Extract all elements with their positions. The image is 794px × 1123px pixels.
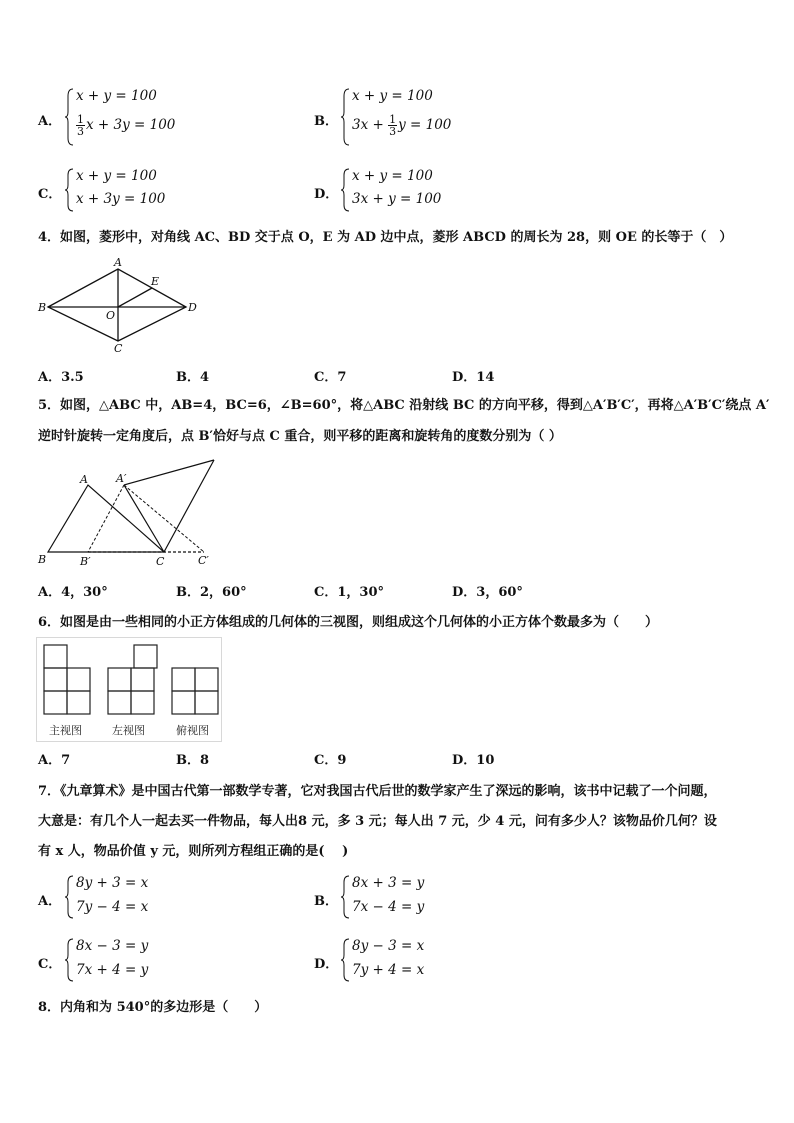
q4-label-b: B — [38, 301, 47, 314]
q3-c-eq1: x + y = 100 — [76, 168, 157, 184]
q7-option-b-label: B． — [314, 894, 338, 909]
q3-b-eq2: 3x + $\frac{1}{3}$ y = 100 — [352, 113, 452, 138]
q7-option-c-system — [64, 938, 174, 982]
q5-label-b: B — [38, 553, 47, 566]
q3-option-b-system — [340, 88, 460, 146]
q4-label-d: D — [188, 301, 197, 314]
q3-d-eq1: x + y = 100 — [352, 168, 433, 184]
q4-option-c: C．7 — [314, 370, 347, 385]
q7-option-d-label: D． — [314, 957, 339, 972]
q6-top-view — [172, 668, 218, 714]
q7-a-eq2: 7y − 4 = x — [76, 899, 149, 915]
q3-option-a-label: A． — [38, 114, 62, 129]
q7-c-eq1: 8x − 3 = y — [76, 938, 149, 954]
q7-a-eq1: 8y + 3 = x — [76, 875, 149, 891]
q7-d-eq1: 8y − 3 = x — [352, 938, 425, 954]
q5-label-a: A — [80, 473, 88, 486]
q6-top-view-label: 俯视图 — [176, 724, 209, 737]
q6-option-a: A．7 — [38, 753, 71, 768]
q3-option-b-label: B． — [314, 114, 338, 129]
q4-option-a: A．3.5 — [38, 370, 84, 385]
q7-option-d-system — [340, 938, 450, 982]
q5-option-d: D．3，60° — [452, 585, 523, 600]
q7-d-eq2: 7y + 4 = x — [352, 962, 425, 978]
q8-stem: 8．内角和为 540°的多边形是（ ） — [38, 1000, 268, 1015]
q6-front-view — [44, 645, 90, 714]
q5-option-a: A．4，30° — [38, 585, 108, 600]
q5-label-b-prime: B′ — [80, 555, 91, 568]
q7-option-c-label: C． — [38, 957, 62, 972]
q7-b-eq1: 8x + 3 = y — [352, 875, 425, 891]
q3-d-eq2: 3x + y = 100 — [352, 191, 442, 207]
q4-option-b: B．4 — [176, 370, 210, 385]
q3-option-a-system — [64, 88, 184, 146]
q4-label-e: E — [151, 275, 160, 288]
q3-option-c-label: C． — [38, 187, 62, 202]
q4-label-c: C — [114, 342, 123, 355]
q6-left-view — [108, 645, 157, 714]
q5-stem-line2: 逆时针旋转一定角度后，点 B′恰好与点 C 重合，则平移的距离和旋转角的度数分别为（ ） — [38, 429, 562, 444]
q6-front-view-label: 主视图 — [49, 724, 82, 737]
q4-label-o: O — [106, 309, 116, 322]
q7-option-b-system — [340, 875, 450, 919]
q7-option-a-label: A． — [38, 894, 62, 909]
q6-option-b: B．8 — [176, 753, 210, 768]
q5-label-c-prime: C′ — [198, 554, 209, 567]
q5-label-c: C — [156, 555, 165, 568]
q4-label-a: A — [114, 256, 122, 269]
q3-c-eq2: x + 3y = 100 — [76, 191, 166, 207]
q5-option-b: B．2，60° — [176, 585, 247, 600]
q5-label-a-prime: A′ — [116, 472, 127, 485]
q3-option-c-system — [64, 168, 184, 212]
q7-stem-line3: 有 x 人，物品价值 y 元，则所列方程组正确的是( ) — [38, 844, 349, 859]
q4-option-d: D．14 — [452, 370, 495, 385]
q3-a-eq1: x + y = 100 — [76, 88, 157, 104]
q6-option-d: D．10 — [452, 753, 495, 768]
q7-b-eq2: 7x − 4 = y — [352, 899, 425, 915]
q4-rhombus-figure — [34, 255, 204, 355]
q3-b-eq1: x + y = 100 — [352, 88, 433, 104]
q6-stem: 6．如图是由一些相同的小正方体组成的几何体的三视图，则组成这个几何体的小正方体个数最多为（ ） — [38, 615, 659, 630]
q7-option-a-system — [64, 875, 174, 919]
q7-stem-line1: 7．《九章算术》是中国古代第一部数学专著，它对我国古代后世的数学家产生了深远的影响，该书中记载了一个问题， — [38, 784, 717, 799]
q5-stem-line1: 5．如图，△ABC 中，AB=4，BC=6，∠B=60°，将△ABC 沿射线 BC 的方向平移，得到△A′B′C′，再将△A′B′C′绕点 A′ — [38, 398, 770, 413]
q6-left-view-label: 左视图 — [112, 724, 145, 737]
q4-stem: 4．如图，菱形中，对角线 AC、BD 交于点 O，E 为 AD 边中点，菱形 ABCD 的周长为 28，则 OE 的长等于（ ） — [38, 230, 733, 245]
q3-a-eq2: $\frac{1}{3}$ x + 3y = 100 — [77, 113, 176, 138]
q6-option-c: C．9 — [314, 753, 347, 768]
q5-translation-figure — [34, 455, 224, 570]
q6-three-views-figure — [36, 637, 222, 742]
q3-option-d-label: D． — [314, 187, 339, 202]
q7-stem-line2: 大意是：有几个人一起去买一件物品，每人出8 元，多 3 元；每人出 7 元，少 4 元，问有多少人？该物品价几何？设 — [38, 814, 717, 829]
q7-c-eq2: 7x + 4 = y — [76, 962, 149, 978]
q3-option-d-system — [340, 168, 460, 212]
q5-option-c: C．1，30° — [314, 585, 384, 600]
